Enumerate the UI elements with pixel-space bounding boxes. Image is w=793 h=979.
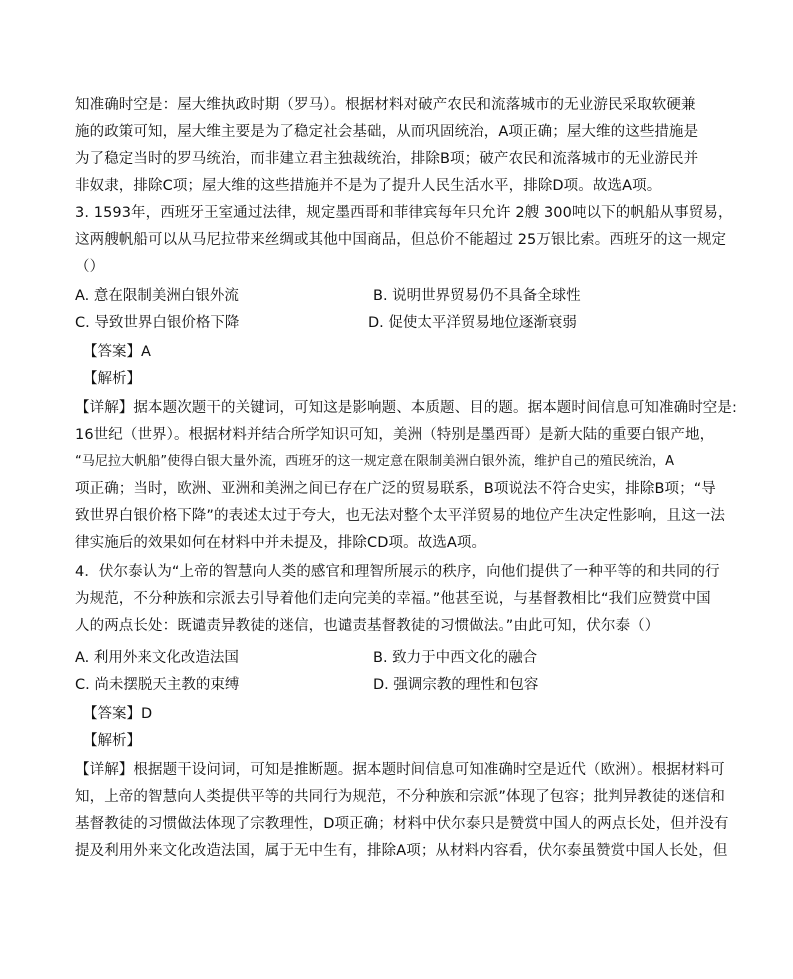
q3-detail-line-3: “马尼拉大帆船”使得白银大量外流，西班牙的这一规定意在限制美洲白银外流，维护自己的殖民统治，A bbox=[75, 454, 675, 469]
q4-stem-line-2: 为规范，不分种族和宗派去引导着他们走向完美的幸福。”他甚至说，与基督教相比“我们应赞赏中国 bbox=[75, 591, 711, 607]
q4-detail-line-4: 提及利用外来文化改造法国，属于无中生有，排除A项；从材料内容看，伏尔泰虽赞赏中国人长处，但 bbox=[75, 843, 728, 859]
q4-option-b: B. 致力于中西文化的融合 bbox=[373, 650, 538, 666]
q3-stem-line-1: 3. 1593年，西班牙王室通过法律，规定墨西哥和菲律宾每年只允许 2艘 300吨以下的帆船从事贸易， bbox=[75, 205, 733, 221]
q4-analysis-heading: 【解析】 bbox=[83, 733, 141, 749]
q4-option-c: C. 尚未摆脱天主教的束缚 bbox=[75, 677, 240, 693]
prev-explanation-line-4: 非奴隶，排除C项；屋大维的这些措施并不是为了提升人民生活水平，排除D项。故选A项。 bbox=[75, 178, 662, 194]
q3-stem-line-2: 这两艘帆船可以从马尼拉带来丝绸或其他中国商品，但总价不能超过 25万银比索。西班牙的这一规定 bbox=[75, 232, 727, 248]
q4-detail-line-3: 基督教徒的习惯做法体现了宗教理性，D项正确；材料中伏尔泰只是赞赏中国人的两点长处，但并没有 bbox=[75, 816, 729, 832]
prev-explanation-line-2: 施的政策可知，屋大维主要是为了稳定社会基础，从而巩固统治，A项正确；屋大维的这些措施是 bbox=[75, 124, 699, 140]
q4-detail-line-1: 【详解】根据题干设问词，可知是推断题。据本题时间信息可知准确时空是近代（欧洲）。根据材料可 bbox=[75, 762, 725, 778]
prev-explanation-line-1: 知准确时空是：屋大维执政时期（罗马）。根据材料对破产农民和流落城市的无业游民采取软硬兼 bbox=[75, 97, 696, 113]
q3-option-b: B. 说明世界贸易仍不具备全球性 bbox=[373, 288, 581, 304]
q3-stem-line-3: （） bbox=[75, 259, 105, 275]
q3-detail-line-4: 项正确；当时，欧洲、亚洲和美洲之间已存在广泛的贸易联系，B项说法不符合史实，排除B项；“导 bbox=[75, 481, 716, 497]
q4-answer: 【答案】D bbox=[83, 706, 153, 722]
q3-option-c: C. 导致世界白银价格下降 bbox=[75, 315, 240, 331]
q3-detail-line-5: 致世界白银价格下降”的表述太过于夸大，也无法对整个太平洋贸易的地位产生决定性影响，且这一法 bbox=[75, 508, 726, 524]
q3-analysis-heading: 【解析】 bbox=[83, 371, 141, 387]
q4-detail-line-2: 知，上帝的智慧向人类提供平等的共同行为规范，不分种族和宗派”体现了包容；批判异教徒的迷信和 bbox=[75, 789, 726, 805]
q3-detail-line-2: 16世纪（世界）。根据材料并结合所学知识可知，美洲（特别是墨西哥）是新大陆的重要白银产地， bbox=[75, 427, 715, 443]
prev-explanation-line-3: 为了稳定当时的罗马统治，而非建立君主独裁统治，排除B项；破产农民和流落城市的无业游民并 bbox=[75, 151, 699, 167]
q3-detail-line-1: 【详解】据本题次题干的关键词，可知这是影响题、本质题、目的题。据本题时间信息可知准确时空是: bbox=[75, 400, 737, 416]
q4-option-d: D. 强调宗教的理性和包容 bbox=[373, 677, 539, 693]
q4-option-a: A. 利用外来文化改造法国 bbox=[75, 650, 239, 666]
q3-detail-line-6: 律实施后的效果如何在材料中并未提及，排除CD项。故选A项。 bbox=[75, 535, 487, 551]
q3-option-a: A. 意在限制美洲白银外流 bbox=[75, 288, 239, 304]
q4-stem-line-1: 4．伏尔泰认为“上帝的智慧向人类的感官和理智所展示的秩序，向他们提供了一种平等的和共同的行 bbox=[75, 564, 720, 580]
q3-answer: 【答案】A bbox=[83, 344, 151, 360]
q3-option-d: D. 促使太平洋贸易地位逐渐衰弱 bbox=[368, 315, 577, 331]
q4-stem-line-3: 人的两点长处：既谴责异教徒的迷信，也谴责基督教徒的习惯做法。”由此可知，伏尔泰（） bbox=[75, 618, 660, 634]
